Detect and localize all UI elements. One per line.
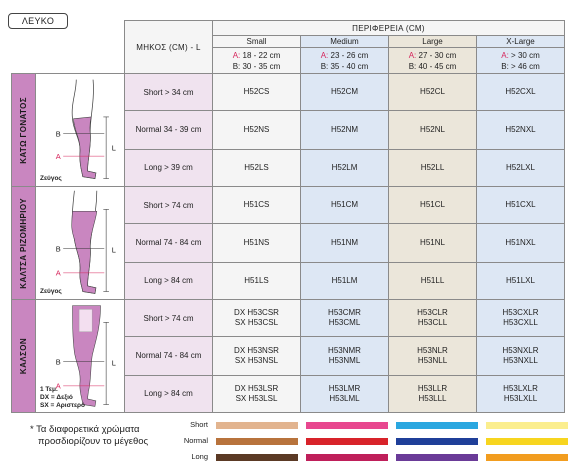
length-cell: Normal 74 - 84 cm [125,224,213,262]
product-code-cell [389,111,477,149]
product-code-cell [301,375,389,412]
product-code-cell [213,187,301,224]
product-code: H53CMR [328,308,361,318]
product-code: H51LS [244,275,269,285]
product-code: H53NLL [417,355,448,365]
product-code-cell [389,74,477,111]
product-code-cell [301,224,389,262]
length-cell: Short > 74 cm [125,300,213,337]
range-a [213,50,300,61]
product-code-cell [213,300,301,337]
mark-l-label: L [111,358,116,368]
range-b: B: 30 - 35 cm [232,61,281,71]
group-label: ΚΑΤΩ ΓΟΝΑΤΟΣ [19,96,28,164]
range-a [389,50,476,61]
color-tag: ΛΕΥΚΟ [8,13,68,29]
legend-swatch [216,438,298,445]
product-code-cell [389,149,477,186]
product-code: H52LM [331,162,358,172]
product-code: H52CL [420,87,445,97]
product-code: H51NL [420,237,445,247]
color-note [30,424,148,448]
product-code-cell [213,337,301,375]
product-code: H53NXLL [503,355,538,365]
product-code: DX H53CSR [234,308,279,318]
product-code: H51NXL [505,237,536,247]
range-a-value: 18 - 22 cm [240,50,281,60]
product-code: SX H53LSL [235,393,278,403]
product-code: H53CXLR [502,308,539,318]
product-code-cell [477,337,565,375]
legend-swatch [486,438,568,445]
size-name-x-large: X-Large [477,36,565,48]
product-code-cell [213,262,301,299]
product-code-cell [213,224,301,262]
product-code: DX H53LSR [234,383,279,393]
legend-swatch [396,454,478,461]
product-code: H52CM [330,87,359,97]
range-a [477,50,564,61]
legend-swatch [486,422,568,429]
product-code: H52LXL [506,162,535,172]
product-code: SX H53NSL [234,355,279,365]
range-a-label: A: [320,50,329,60]
product-code-cell [213,74,301,111]
product-code: H52LL [420,162,445,172]
range-a-value: > 30 cm [508,50,540,60]
group-label: ΚΑΛΤΣΑ ΡΙΖΟΜΗΡΙΟΥ [19,197,28,289]
caption-line: SX = Αριστερό [40,402,86,409]
product-code: H53LXLL [503,393,538,403]
product-code: H53LXLR [503,383,538,393]
product-code-cell [301,111,389,149]
illustration-caption [40,175,62,183]
table-row [12,74,565,111]
caption-line: Ζεύγος [40,288,62,295]
product-code: H53LMR [328,383,361,393]
leg-illustration [36,74,124,186]
product-code-cell [389,187,477,224]
size-range-small [213,48,301,74]
product-code: H52CXL [505,87,536,97]
mark-a-label: A [55,268,61,278]
length-cell: Normal 34 - 39 cm [125,111,213,149]
product-code: DX H53NSR [234,345,279,355]
product-code: H51LXL [506,275,535,285]
product-code-cell [389,300,477,337]
group-label: ΚΑΛΣΟΝ [19,337,28,375]
product-code-cell [389,224,477,262]
product-code-cell [301,262,389,299]
mark-l-label: L [111,143,116,153]
product-code: SX H53CSL [234,318,279,328]
legend-swatch [306,422,388,429]
length-cell: Long > 84 cm [125,375,213,412]
illustration-caption [40,288,62,296]
group-label-cell [12,187,36,300]
product-code: H53NMR [328,345,361,355]
caption-line: 1 Τεμ. [40,386,58,393]
mark-l-label: L [111,245,116,255]
range-a-label: A: [232,50,241,60]
size-chart-table [11,20,565,413]
product-code: H51CXL [505,200,536,210]
size-range-medium [301,48,389,74]
product-code-cell [389,337,477,375]
range-a [301,50,388,61]
product-code-cell [213,111,301,149]
length-cell: Long > 39 cm [125,149,213,186]
product-code-cell [301,149,389,186]
product-code: H52CS [243,87,270,97]
product-code: H51CM [330,200,359,210]
product-code: H53CLR [417,308,448,318]
product-code: H53NXLR [502,345,539,355]
legend-swatch [216,422,298,429]
product-code: H53CXLL [503,318,538,328]
product-code: H53LML [329,393,360,403]
product-code: H51LM [331,275,358,285]
range-a-value: 27 - 30 cm [416,50,457,60]
group-label-cell [12,300,36,413]
range-b: B: 40 - 45 cm [408,61,457,71]
mark-a-label: A [55,381,61,391]
product-code: H53LLR [417,383,448,393]
legend-swatch [486,454,568,461]
product-code-cell [301,300,389,337]
blank-corner [12,21,125,74]
product-code: H51LL [420,275,445,285]
length-cell: Normal 74 - 84 cm [125,337,213,375]
table-row [12,187,565,224]
product-code: H53NLR [417,345,448,355]
size-name-small: Small [213,36,301,48]
product-code-cell [213,149,301,186]
range-a-value: 23 - 26 cm [328,50,369,60]
size-range-large [389,48,477,74]
product-code-cell [477,300,565,337]
size-name-medium: Medium [301,36,389,48]
length-cell: Short > 34 cm [125,74,213,111]
perimeter-header: ΠΕΡΙΦΕΡΕΙΑ (CM) [213,21,565,36]
size-name-large: Large [389,36,477,48]
length-cell: Long > 84 cm [125,262,213,299]
product-code-cell [389,375,477,412]
product-code-cell [477,262,565,299]
caption-line: Ζεύγος [40,175,62,182]
legend-swatch [306,454,388,461]
product-code: H52NS [243,124,270,134]
product-code: H52NXL [505,124,536,134]
note-line-2: προσδιορίζουν το μέγεθος [38,436,149,447]
leg-illustration-cell [36,187,125,300]
legend-swatch [216,454,298,461]
legend-swatch [306,438,388,445]
product-code: H52NL [420,124,445,134]
product-code-cell [389,262,477,299]
product-code: H51NS [243,237,270,247]
length-header: ΜΗΚΟΣ (CM) - L [125,21,213,74]
range-a-label: A: [408,50,417,60]
group-label-cell [12,74,36,187]
legend-label-short: Short [190,420,208,429]
product-code-cell [301,337,389,375]
legend-label-long: Long [191,452,208,461]
product-code: H51NM [330,237,359,247]
product-code: H53CLL [417,318,448,328]
product-code: H52NM [330,124,359,134]
product-code-cell [477,111,565,149]
product-code-cell [477,224,565,262]
product-code: H51CS [243,200,270,210]
mark-b-label: B [55,244,61,254]
product-code: H52LS [244,162,269,172]
product-code-cell [477,149,565,186]
legend-swatch [396,438,478,445]
table-row [12,300,565,337]
product-code-cell [477,375,565,412]
product-code-cell [477,187,565,224]
legend-swatch [396,422,478,429]
product-code: H53NML [328,355,361,365]
note-line-1: * Τα διαφορετικά χρώματα [30,424,140,435]
product-code-cell [301,74,389,111]
caption-line: DX = Δεξιό [40,394,73,401]
leg-illustration-cell [36,300,125,413]
legend-label-normal: Normal [183,436,208,445]
product-code: H51CL [420,200,445,210]
product-code-cell [213,375,301,412]
mark-b-label: B [55,357,61,367]
product-code-cell [477,74,565,111]
leg-illustration-cell [36,74,125,187]
range-b: B: 35 - 40 cm [320,61,369,71]
mark-b-label: B [55,129,61,139]
range-b: B: > 46 cm [501,61,540,71]
length-cell: Short > 74 cm [125,187,213,224]
product-code-cell [301,187,389,224]
range-a-label: A: [501,50,509,60]
size-range-x-large [477,48,565,74]
illustration-caption [40,386,85,410]
leg-illustration [36,187,124,299]
product-code: H53CML [328,318,361,328]
product-code: H53LLL [418,393,447,403]
mark-a-label: A [55,151,61,161]
